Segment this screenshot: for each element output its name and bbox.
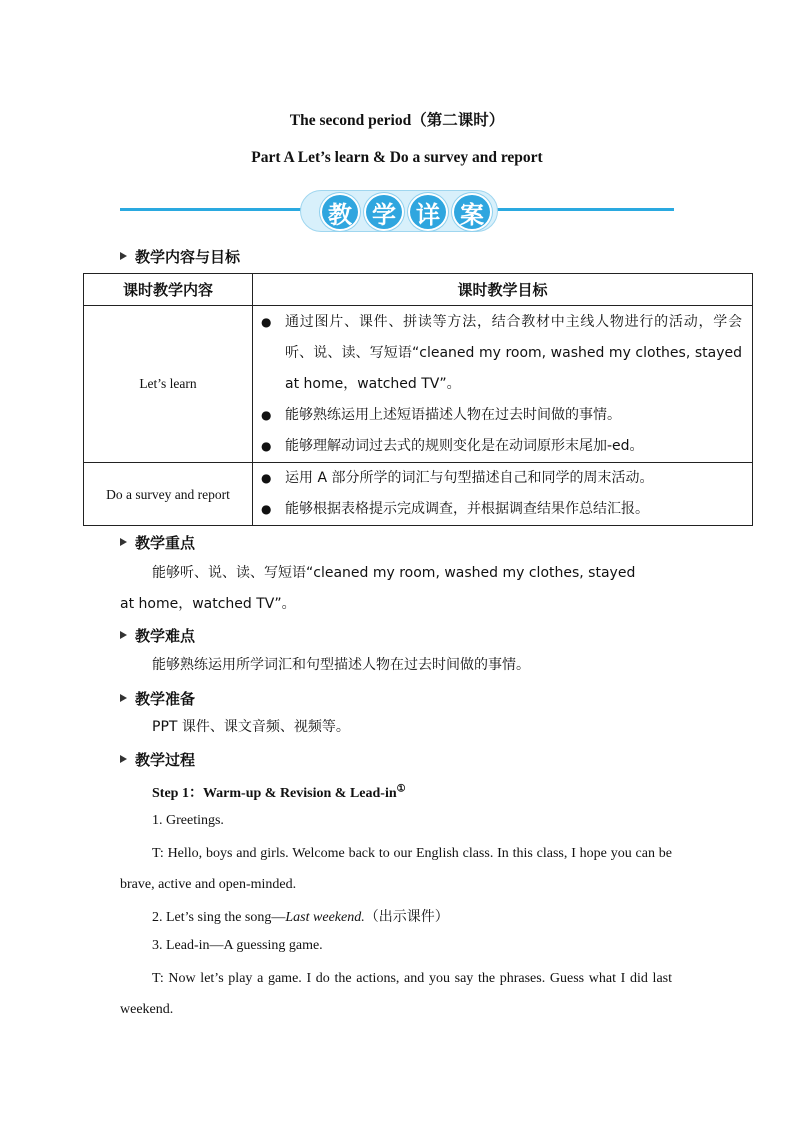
table-header-cell: 课时教学内容 bbox=[84, 274, 253, 306]
triangle-icon bbox=[120, 694, 127, 702]
triangle-icon bbox=[120, 538, 127, 546]
process-item-1: 1. Greetings. bbox=[152, 813, 224, 828]
section-heading-content-goals: 教学内容与目标 bbox=[120, 246, 240, 267]
footnote-mark: ① bbox=[396, 783, 406, 795]
bullet-icon: ● bbox=[261, 407, 272, 422]
bullet-icon: ● bbox=[261, 314, 272, 329]
preparation-text: PPT 课件、课文音频、视频等。 bbox=[152, 719, 350, 735]
section-heading-difficulties: 教学难点 bbox=[120, 625, 195, 646]
table-header-row bbox=[84, 274, 753, 306]
section-heading-process: 教学过程 bbox=[120, 749, 195, 770]
bullet-icon: ● bbox=[261, 471, 272, 485]
banner-char: 学 bbox=[364, 193, 404, 231]
banner-char: 详 bbox=[408, 193, 448, 231]
process-item-3-text: T: Now let’s play a game. I do the actions, and you say the phrases. Guess what I did last weekend. bbox=[120, 971, 672, 1017]
banner-char: 案 bbox=[452, 193, 492, 231]
table-row bbox=[84, 463, 753, 526]
section-heading-key-points: 教学重点 bbox=[120, 532, 195, 553]
difficulties-text: 能够熟练运用所学词汇和句型描述人物在过去时间做的事情。 bbox=[152, 657, 530, 673]
goal-item: ● 能够熟练运用上述短语描述人物在过去时间做的事情。 bbox=[261, 400, 742, 431]
bullet-icon: ● bbox=[261, 438, 272, 453]
triangle-icon bbox=[120, 252, 127, 260]
process-item-3: 3. Lead-in—A guessing game. bbox=[152, 938, 323, 953]
triangle-icon bbox=[120, 631, 127, 639]
page-title: The second period（第二课时） bbox=[289, 112, 505, 129]
bullet-icon: ● bbox=[261, 502, 272, 516]
goal-item: ● 通过图片、课件、拼读等方法，结合教材中主线人物进行的活动，学会听、说、读、写短语“cleaned my room, washed my clothes, stayed at home，watched TV”。 bbox=[261, 307, 742, 400]
page-subtitle: Part A Let’s learn & Do a survey and report bbox=[251, 149, 543, 166]
process-item-1-text: T: Hello, boys and girls. Welcome back to our English class. In this class, I hope you can be brave, active and open-minded. bbox=[120, 846, 672, 892]
section-heading-preparation: 教学准备 bbox=[120, 688, 195, 709]
step1-title: Step 1：Warm-up & Revision & Lead-in① bbox=[152, 783, 406, 801]
table-cell-goals bbox=[253, 306, 753, 463]
triangle-icon bbox=[120, 755, 127, 763]
goals-table bbox=[83, 273, 753, 526]
key-points-text: 能够听、说、读、写短语“cleaned my room, washed my clothes, stayed at home，watched TV”。 bbox=[120, 565, 636, 612]
table-cell-content: Let’s learn bbox=[84, 306, 253, 463]
table-row bbox=[84, 306, 753, 463]
banner-line-right bbox=[478, 208, 674, 211]
goal-item: ● 能够理解动词过去式的规则变化是在动词原形末尾加-ed。 bbox=[261, 431, 742, 462]
goal-item: ● 能够根据表格提示完成调查，并根据调查结果作总结汇报。 bbox=[261, 494, 742, 525]
song-title: Last weekend. bbox=[285, 910, 365, 925]
goal-item: ● 运用 A 部分所学的词汇与句型描述自己和同学的周末活动。 bbox=[261, 463, 742, 494]
table-header-cell: 课时教学目标 bbox=[253, 274, 753, 306]
process-item-2: 2. Let’s sing the song—Last weekend.（出示课件） bbox=[152, 909, 449, 925]
table-cell-goals bbox=[253, 463, 753, 526]
table-cell-content: Do a survey and report bbox=[84, 463, 253, 526]
banner bbox=[320, 193, 492, 231]
banner-line-left bbox=[120, 208, 316, 211]
banner-char: 教 bbox=[320, 193, 360, 231]
